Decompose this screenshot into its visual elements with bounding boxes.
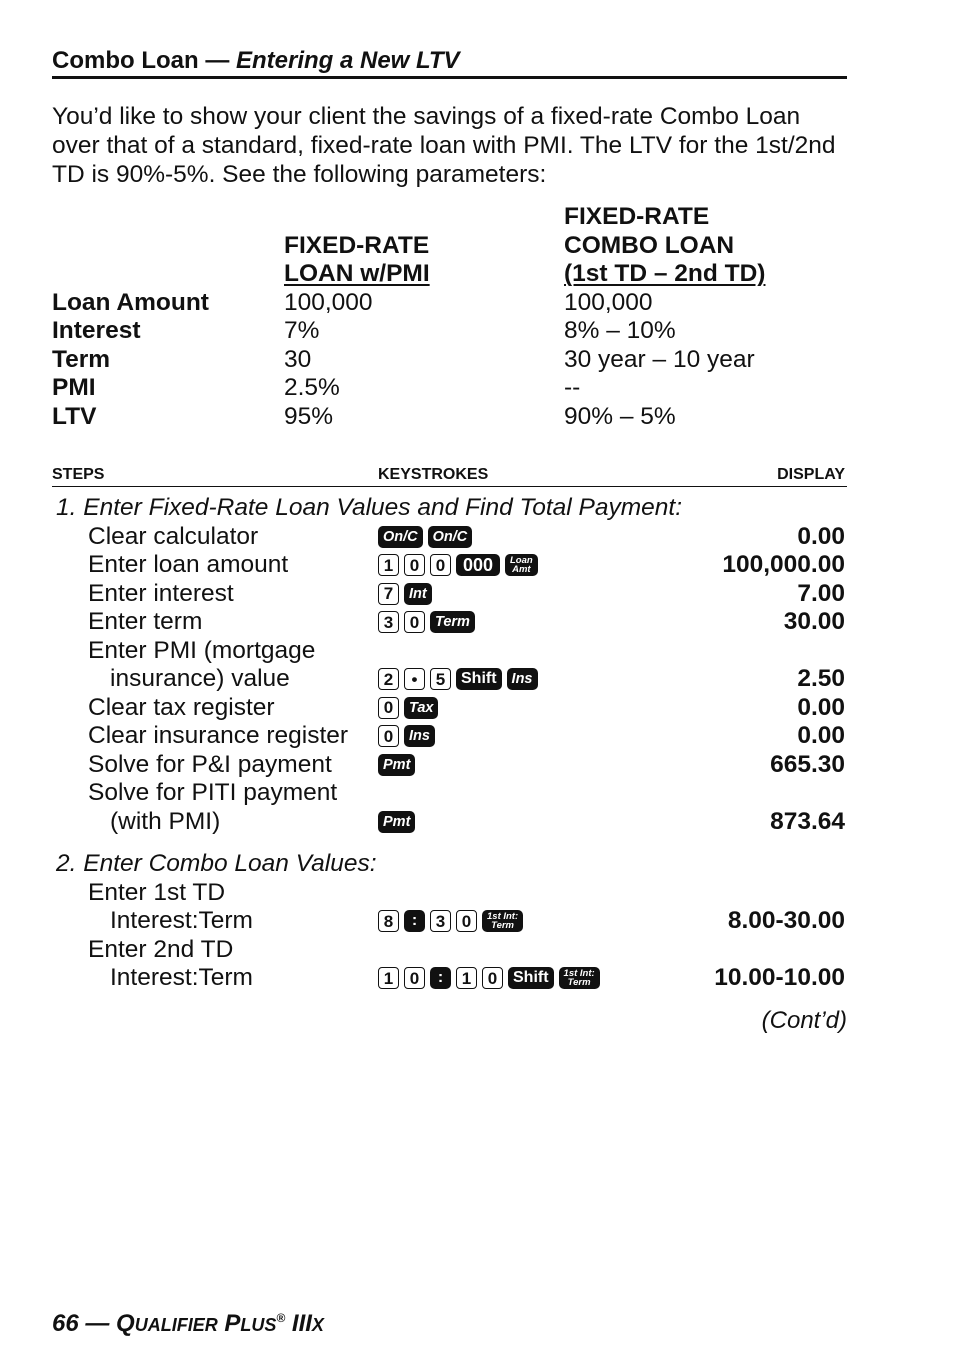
steps-column-header: STEPS (52, 466, 105, 483)
step-row (52, 779, 847, 808)
step-row (52, 879, 847, 908)
key-label-part: Term (491, 920, 515, 932)
step-row (52, 694, 847, 723)
calculator-key: • (404, 668, 425, 690)
keystrokes (378, 751, 415, 780)
param-combo-value: 90% – 5% (564, 402, 676, 430)
step-label: Solve for P&I payment (88, 750, 332, 778)
param-fixed-value: 7% (284, 317, 320, 344)
param-combo-value: 30 year – 10 year (564, 345, 755, 373)
keystrokes-column-header: KEYSTROKES (378, 466, 489, 483)
key-label-part: Amt (512, 564, 531, 576)
param-fixed-value: 30 (284, 345, 312, 373)
key-label-part: Loan (510, 555, 533, 567)
footer-q: Q (116, 1310, 135, 1337)
step-row (52, 808, 847, 837)
step-row (52, 751, 847, 780)
display-value: 7.00 (797, 579, 845, 607)
step-row (52, 936, 847, 965)
step-label: Enter interest (88, 579, 234, 607)
params-row (52, 346, 847, 375)
calculator-key (559, 967, 600, 989)
calculator-key: 0 (430, 554, 451, 576)
calculator-key: 0 (456, 910, 477, 932)
params-row (52, 289, 847, 318)
calculator-key: : (404, 910, 425, 932)
calculator-key: 8 (378, 910, 399, 932)
steps-list (52, 494, 847, 993)
param-fixed-value: 2.5% (284, 374, 340, 401)
display-value: 665.30 (770, 750, 845, 778)
display-value: 8.00-30.00 (727, 907, 845, 934)
params-row (52, 317, 847, 346)
params-body (52, 289, 847, 432)
keystrokes (378, 907, 523, 936)
calculator-key: Pmt (378, 811, 415, 833)
params-row (52, 374, 847, 403)
calculator-key: 3 (378, 611, 399, 633)
header-title: Combo Loan — (52, 47, 236, 74)
calculator-key: 1 (378, 967, 399, 989)
params-head-row-2 (52, 232, 847, 261)
calculator-key: On/C (378, 526, 423, 548)
keystrokes (378, 694, 438, 723)
section-title: 1. Enter Fixed-Rate Loan Values and Find Total Payment: (56, 494, 683, 521)
section-header (52, 46, 847, 79)
calculator-key: 0 (404, 554, 425, 576)
keystrokes (378, 523, 472, 552)
header-subtitle: Entering a New LTV (235, 47, 460, 74)
calculator-key: Shift (456, 668, 502, 690)
calculator-key: 7 (378, 583, 399, 605)
calculator-key: 0 (482, 967, 503, 989)
step-row (52, 665, 847, 694)
display-value: 0.00 (797, 722, 845, 749)
param-combo-value: 100,000 (564, 288, 653, 316)
calculator-key: 0 (404, 967, 425, 989)
step-label: Solve for PITI payment (88, 779, 338, 806)
param-label: Loan Amount (52, 288, 209, 316)
step-label: Clear insurance register (88, 722, 349, 749)
calculator-key: 3 (430, 910, 451, 932)
step-row (52, 551, 847, 580)
combo-head-line-3: (1st TD – 2nd TD) (564, 260, 766, 287)
step-label: insurance) value (110, 665, 290, 692)
calculator-key: 5 (430, 668, 451, 690)
parameters-table (52, 203, 847, 431)
keystrokes (378, 665, 538, 694)
params-head-row-3 (52, 260, 847, 289)
calculator-key: : (430, 967, 451, 989)
display-value: 2.50 (797, 665, 845, 692)
step-row (52, 722, 847, 751)
calculator-key: 2 (378, 668, 399, 690)
keystrokes (378, 964, 600, 993)
intro-paragraph: You’d like to show your client the savings of a fixed-rate Combo Loan over that of a standard, fixed-rate loan with PMI. The LTV for the 1st/2nd TD is 90%-5%. See the following parameters: (52, 103, 836, 188)
keystrokes (378, 551, 538, 580)
page-footer (52, 1310, 324, 1338)
calculator-key: 0 (378, 697, 399, 719)
step-label: Enter 1st TD (88, 878, 226, 906)
calculator-key: Pmt (378, 754, 415, 776)
param-fixed-value: 100,000 (284, 288, 373, 316)
param-label: Term (52, 345, 111, 373)
step-row (52, 608, 847, 637)
step-row (52, 523, 847, 552)
calculator-key: Shift (508, 967, 554, 989)
param-label: Interest (52, 317, 141, 344)
combo-head-line-2: COMBO LOAN (564, 231, 735, 259)
display-value: 100,000.00 (722, 551, 845, 578)
calculator-key (505, 554, 538, 576)
key-label-part: 1st Int: (487, 911, 519, 923)
param-combo-value: 8% – 10% (564, 317, 676, 344)
calculator-key: Int (404, 583, 432, 605)
calculator-key: 1 (378, 554, 399, 576)
step-label: Clear tax register (88, 693, 275, 721)
param-label: PMI (52, 374, 96, 401)
key-label-part: 1st Int: (563, 968, 595, 980)
footer-x: X (311, 1315, 324, 1335)
fixed-head-line-1: FIXED-RATE (284, 231, 430, 259)
continued-note: (Cont’d) (761, 1007, 847, 1034)
calculator-key: 000 (456, 554, 500, 576)
display-value: 30.00 (783, 608, 845, 635)
section-title: 2. Enter Combo Loan Values: (56, 850, 377, 877)
step-label: (with PMI) (110, 807, 221, 835)
step-label: Enter PMI (mortgage (88, 636, 316, 664)
calculator-key: Term (430, 611, 475, 633)
calculator-key: 1 (456, 967, 477, 989)
step-label: Clear calculator (88, 522, 259, 550)
keystrokes (378, 608, 475, 637)
step-label: Enter term (88, 608, 203, 635)
calculator-key: Ins (404, 725, 435, 747)
key-label-part: Term (567, 977, 591, 989)
display-value: 873.64 (770, 807, 845, 835)
calculator-key: Ins (507, 668, 538, 690)
step-row (52, 637, 847, 666)
param-fixed-value: 95% (284, 402, 334, 430)
display-column-header: DISPLAY (777, 466, 845, 483)
keystrokes (378, 722, 435, 751)
keystrokes (378, 808, 415, 837)
calculator-key (482, 910, 523, 932)
footer-lus: LUS (240, 1315, 277, 1335)
keystrokes (378, 580, 432, 609)
param-combo-value: -- (564, 374, 581, 401)
calculator-key: 0 (378, 725, 399, 747)
step-label: Enter loan amount (88, 551, 289, 578)
step-row (52, 964, 847, 993)
step-row (52, 580, 847, 609)
calculator-key: On/C (428, 526, 473, 548)
display-value: 0.00 (797, 522, 845, 550)
params-row (52, 403, 847, 432)
step-label: Interest:Term (110, 907, 253, 934)
footer-ualifier: UALIFIER (134, 1315, 218, 1335)
calculator-key: 0 (404, 611, 425, 633)
fixed-head-line-2: LOAN w/PMI (284, 260, 430, 287)
step-label: Interest:Term (110, 964, 253, 991)
params-head-row-1 (52, 203, 847, 232)
step-row (52, 907, 847, 936)
display-value: 10.00-10.00 (714, 964, 845, 991)
display-value: 0.00 (797, 693, 845, 721)
step-label: Enter 2nd TD (88, 935, 234, 963)
param-label: LTV (52, 402, 97, 430)
combo-head-line-1: FIXED-RATE (564, 203, 710, 230)
footer-model: III (285, 1310, 312, 1337)
calculator-key: Tax (404, 697, 438, 719)
footer-registered-mark: ® (276, 1311, 286, 1325)
footer-page-number: 66 — (52, 1310, 117, 1337)
steps-table-header (52, 464, 847, 487)
footer-p: P (217, 1310, 241, 1337)
